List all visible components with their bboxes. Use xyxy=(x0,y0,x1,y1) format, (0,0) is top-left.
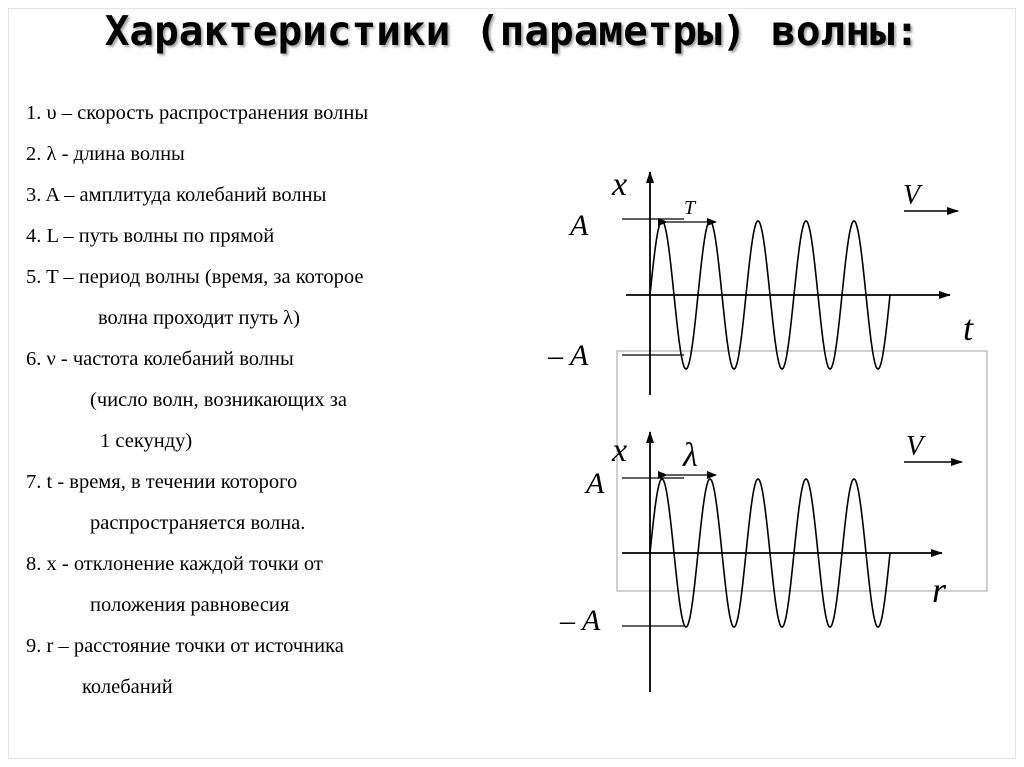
top-neg-amp-label: – A xyxy=(548,339,589,372)
bottom-y-axis-label: x xyxy=(612,432,628,469)
param-line-displacement-cont: положения равновесия xyxy=(90,594,290,616)
bottom-neg-amp-label: – A xyxy=(560,604,601,637)
top-amp-label: A xyxy=(570,209,589,242)
param-line-wavelength: 2. λ - длина волны xyxy=(26,143,185,165)
param-line-time-cont: распространяется волна. xyxy=(90,512,306,534)
param-line-frequency-cont-1: (число волн, возникающих за xyxy=(90,389,348,411)
param-line-time: 7. t - время, в течении которого xyxy=(26,471,298,493)
param-line-distance-cont: колебаний xyxy=(82,676,173,698)
param-line-frequency: 6. ν - частота колебаний волны xyxy=(26,348,294,370)
param-line-period-cont: волна проходит путь λ) xyxy=(98,307,300,329)
top-graph xyxy=(547,166,974,395)
top-x-axis-label: t xyxy=(963,308,974,348)
top-period-label: T xyxy=(684,197,696,219)
param-line-frequency-cont-2: 1 секунду) xyxy=(100,430,193,452)
param-line-displacement: 8. x - отклонение каждой точки от xyxy=(26,553,323,575)
bottom-wavelength-label: λ xyxy=(683,437,698,474)
param-line-period: 5. T – период волны (время, за которое xyxy=(26,266,364,288)
bottom-x-axis-label: r xyxy=(932,570,947,610)
bottom-amp-label: A xyxy=(586,467,605,500)
bottom-velocity-label: V xyxy=(906,431,924,462)
top-y-axis-label: x xyxy=(612,166,628,203)
top-velocity-label: V xyxy=(903,180,921,211)
bottom-graph xyxy=(559,431,962,692)
param-line-amplitude: 3. A – амплитуда колебаний волны xyxy=(26,184,327,206)
slide-title: Характеристики (параметры) волны: xyxy=(104,7,920,55)
param-line-speed: 1. υ – скорость распространения волны xyxy=(26,102,369,124)
param-line-distance: 9. r – расстояние точки от источника xyxy=(26,635,344,657)
param-line-path: 4. L – путь волны по прямой xyxy=(26,225,275,247)
inset-frame xyxy=(617,351,987,591)
